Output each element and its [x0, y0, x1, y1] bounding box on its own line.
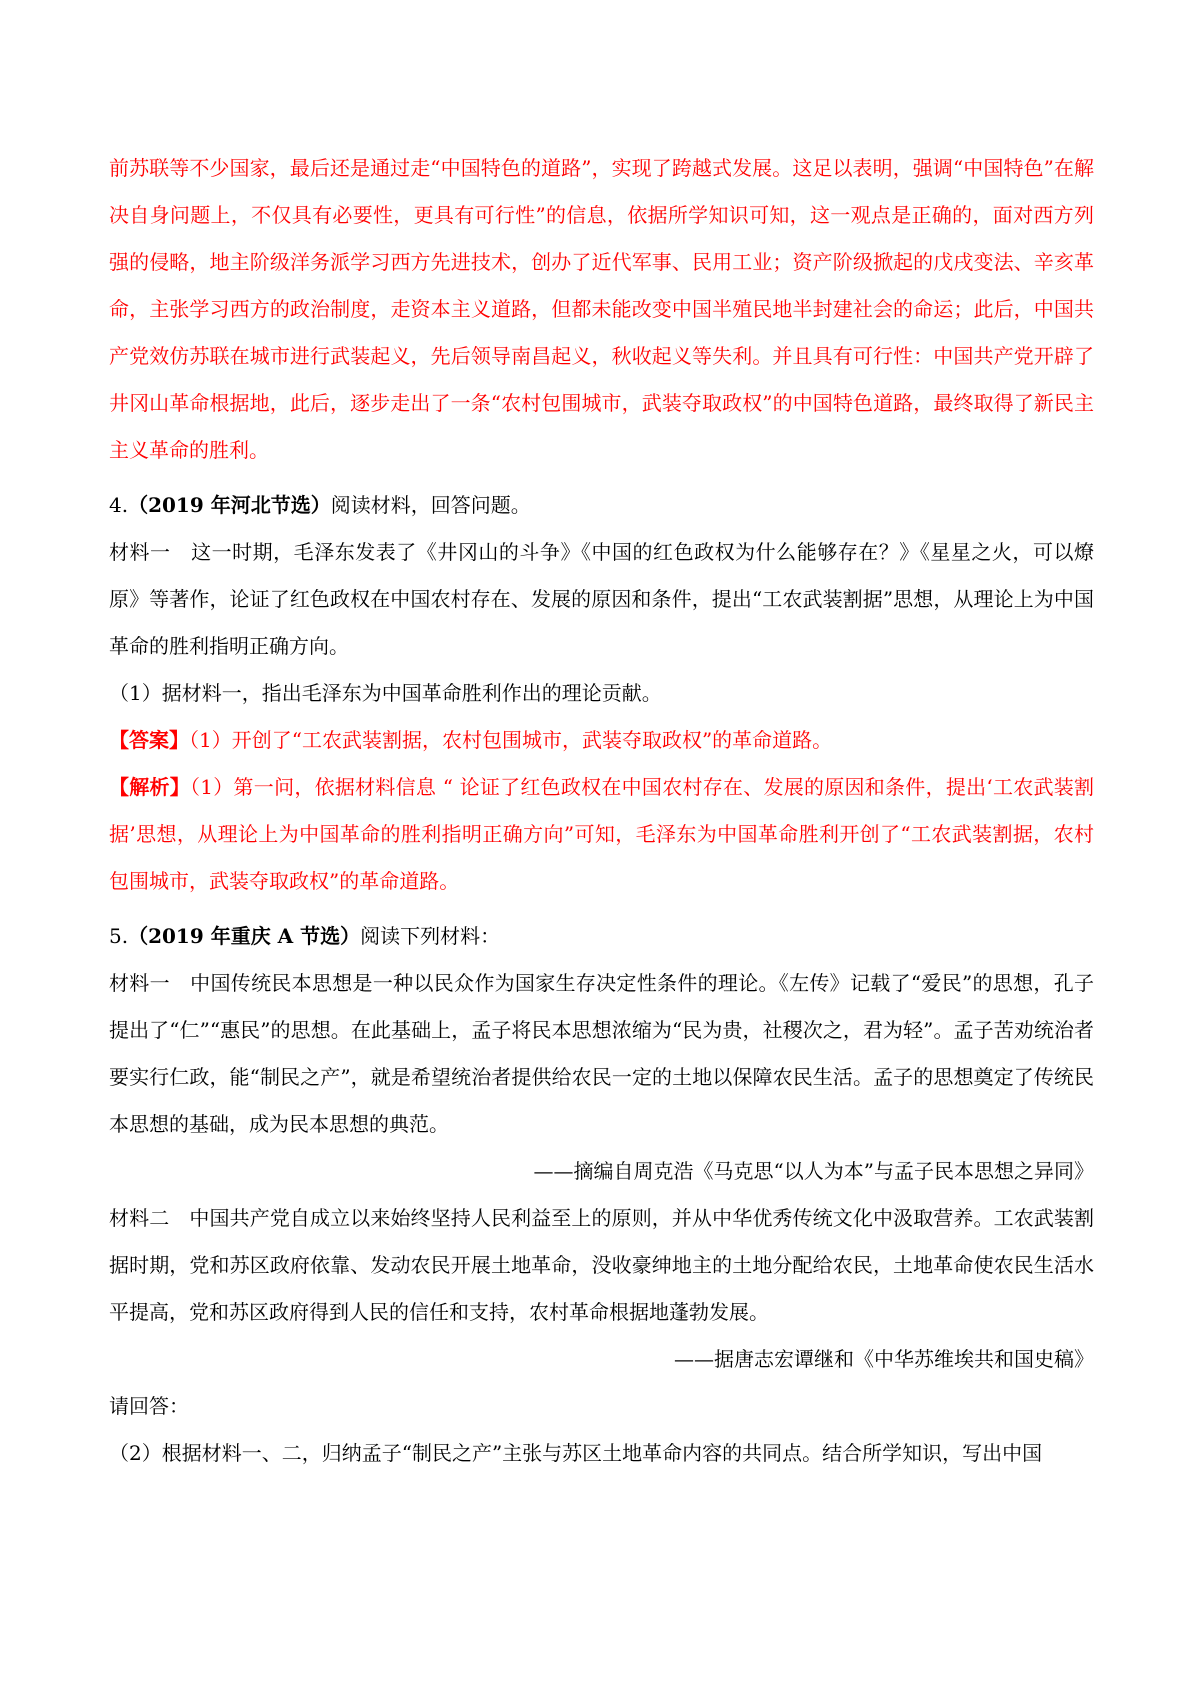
question-4-prompt: 阅读材料，回答问题。 [330, 493, 531, 517]
question-4-source: （2019 年河北节选） [128, 493, 331, 517]
question-5-number: 5. [109, 924, 129, 948]
answer-text: （1）开创了“工农武装割据，农村包围城市，武装夺取政权”的革命道路。 [189, 728, 833, 752]
question-5-citation-2: ——据唐志宏谭继和《中华苏维埃共和国史稿》 [674, 1347, 1094, 1371]
question-5-material-1: 材料一 中国传统民本思想是一种以民众作为国家生存决定性条件的理论。《左传》记载了“爱民”的思想，孔子提出了“仁”“惠民”的思想。在此基础上，孟子将民本思想浓缩为“民为贵，社稷次之，君为轻”。孟子苦劝统治者要实行仁政，能“制民之产”，就是希望统治者提供给农民一定的土地以保障农民生活。孟子的思想奠定了传统民本思想的基础，成为民本思想的典范。 [109, 971, 1094, 1136]
question-4-subquestion-1: （1）据材料一，指出毛泽东为中国革命胜利作出的理论贡献。 [109, 681, 662, 705]
question-5-subquestion-2: （2）根据材料一、二，归纳孟子“制民之产”主张与苏区土地革命内容的共同点。结合所学知识，写出中国 [109, 1441, 1043, 1465]
question-4-heading [109, 482, 1094, 529]
analysis-label: 【解析】 [109, 775, 191, 799]
question-5-prompt: 阅读下列材料： [360, 924, 501, 948]
previous-answer-analysis [109, 145, 1094, 474]
question-5 [109, 913, 1094, 1477]
question-5-heading [109, 913, 1094, 960]
question-5-instruction: 请回答： [109, 1394, 189, 1418]
question-4-analysis [109, 764, 1094, 905]
question-4-answer [109, 717, 1094, 764]
question-4 [109, 482, 1094, 905]
analysis-text: （1）第一问，依据材料信息 “ 论证了红色政权在中国农村存在、发展的原因和条件，提出‘工农武装割据’思想，从理论上为中国革命的胜利指明正确方向”可知，毛泽东为中国革命胜利开创了“工农武装割据，农村包围城市，武装夺取政权”的革命道路。 [109, 775, 1094, 893]
answer-label: 【答案】 [109, 728, 189, 752]
question-4-number: 4. [109, 493, 129, 517]
question-4-material-1: 材料一 这一时期，毛泽东发表了《井冈山的斗争》《中国的红色政权为什么能够存在？》《星星之火，可以燎原》等著作，论证了红色政权在中国农村存在、发展的原因和条件，提出“工农武装割据”思想，从理论上为中国革命的胜利指明正确方向。 [109, 540, 1094, 658]
analysis-continuation-text: 前苏联等不少国家，最后还是通过走“中国特色的道路”，实现了跨越式发展。这足以表明，强调“中国特色”在解决自身问题上，不仅具有必要性，更具有可行性”的信息，依据所学知识可知，这一观点是正确的，面对西方列强的侵略，地主阶级洋务派学习西方先进技术，创办了近代军事、民用工业；资产阶级掀起的戊戌变法、辛亥革命，主张学习西方的政治制度，走资本主义道路，但都未能改变中国半殖民地半封建社会的命运；此后，中国共产党效仿苏联在城市进行武装起义，先后领导南昌起义，秋收起义等失利。并且具有可行性：中国共产党开辟了井冈山革命根据地，此后，逐步走出了一条“农村包围城市，武装夺取政权”的中国特色道路，最终取得了新民主主义革命的胜利。 [109, 156, 1094, 462]
question-5-source: （2019 年重庆 A 节选） [128, 924, 361, 948]
question-5-citation-1: ——摘编自周克浩《马克思“以人为本”与孟子民本思想之异同》 [533, 1159, 1094, 1183]
question-5-material-2: 材料二 中国共产党自成立以来始终坚持人民利益至上的原则，并从中华优秀传统文化中汲取营养。工农武装割据时期，党和苏区政府依靠、发动农民开展土地革命，没收豪绅地主的土地分配给农民，土地革命使农民生活水平提高，党和苏区政府得到人民的信任和支持，农村革命根据地蓬勃发展。 [109, 1206, 1094, 1324]
